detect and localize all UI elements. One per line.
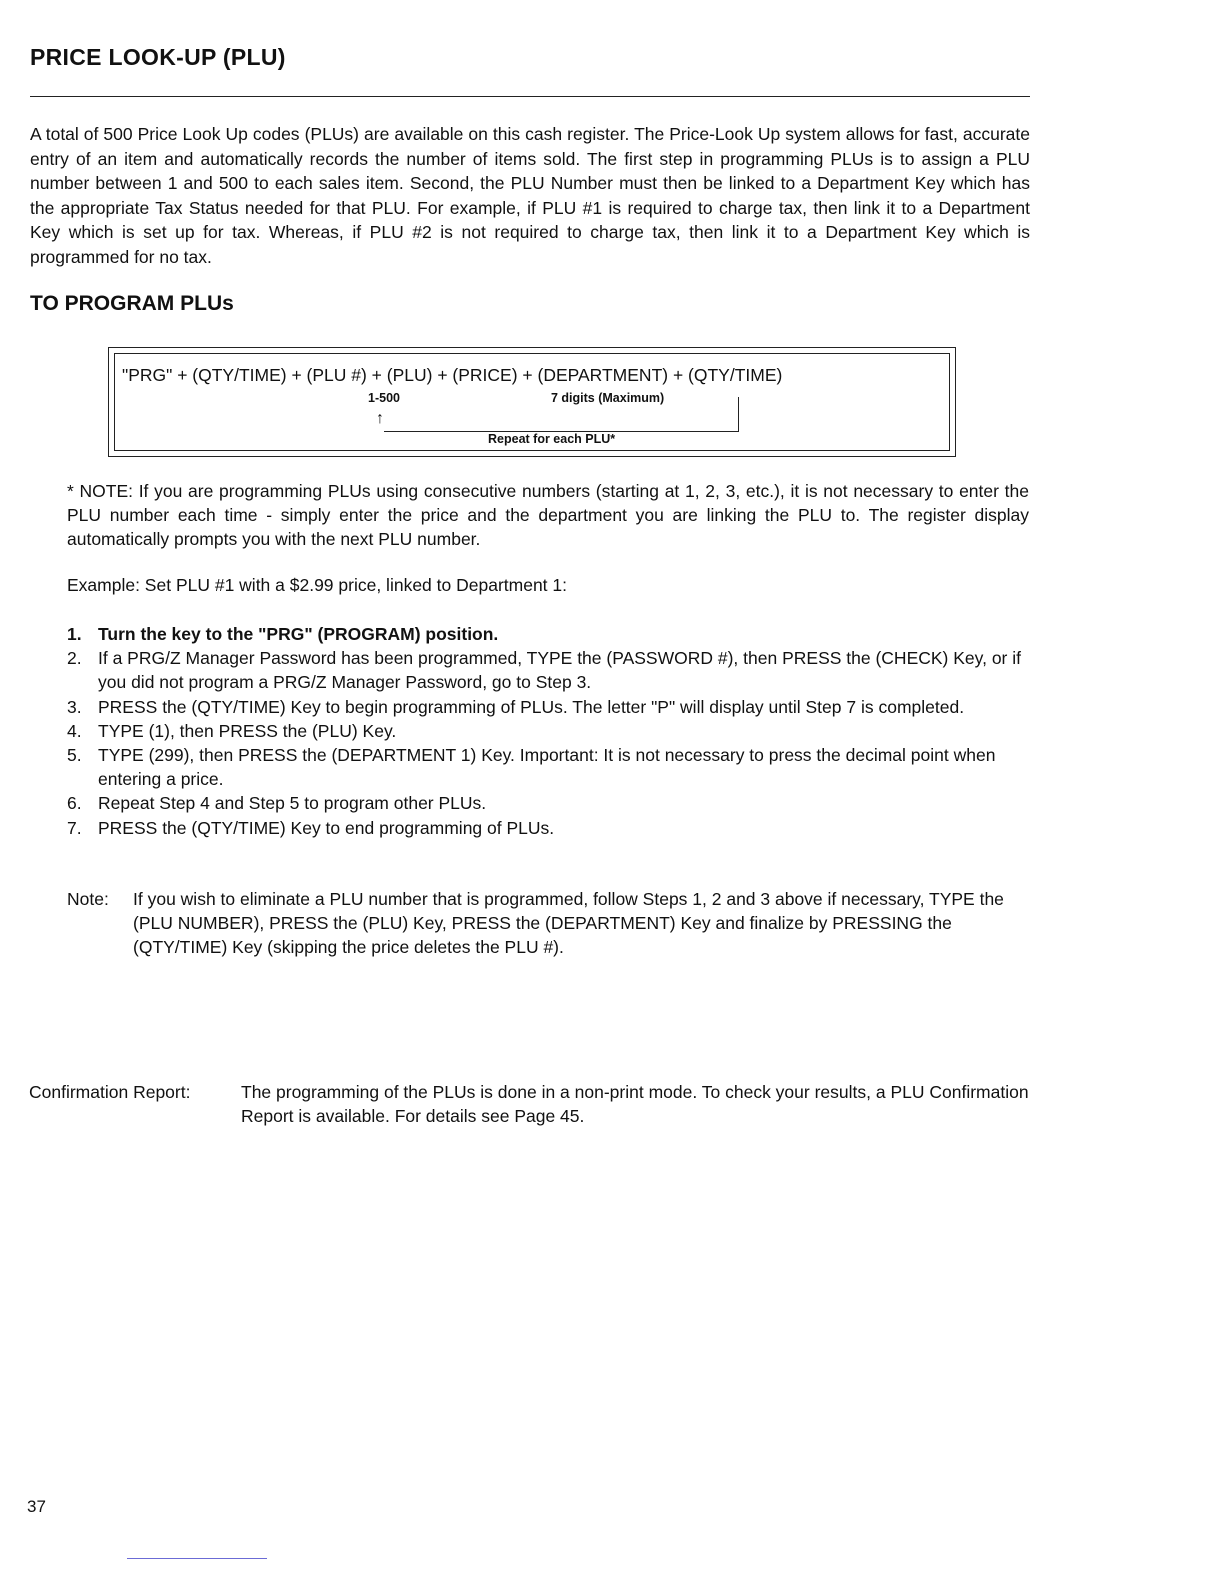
intro-paragraph: A total of 500 Price Look Up codes (PLUs) are available on this cash register. The Price-Look Up system allows for fast, accurate entry of an item and automatically records the number of items sold. The first step in programming PLUs is to assign a PLU number between 1 and 500 to each sales item. Second, the PLU Number must then be linked to a Department Key which has the appropriate Tax Status needed for that PLU. For example, if PLU #1 is required to charge tax, then link it to a Department Key which is set up for tax. Whereas, if PLU #2 is not required to charge tax, then link it to a Department Key which is programmed for no tax. — [30, 124, 1030, 267]
confirmation-text: The programming of the PLUs is done in a non-print mode. To check your results, a PLU Confirmation Report is available. For details see Page 45. — [241, 1082, 1029, 1127]
list-item — [67, 743, 1029, 791]
up-arrow-icon: ↑ — [376, 410, 384, 427]
step-number: 2. — [67, 648, 82, 669]
list-item — [67, 719, 1029, 743]
step-number: 3. — [67, 696, 82, 717]
delete-plu-note — [67, 887, 1029, 960]
step-number: 7. — [67, 817, 82, 838]
step-text: TYPE (299), then PRESS the (DEPARTMENT 1) Key. Important: It is not necessary to press the decimal point when entering a price. — [98, 745, 996, 790]
page-number: 37 — [27, 1497, 46, 1516]
example-line: Example: Set PLU #1 with a $2.99 price, linked to Department 1: — [67, 575, 567, 595]
step-number: 5. — [67, 745, 82, 766]
page-title: PRICE LOOK-UP (PLU) — [30, 44, 286, 70]
section-heading: TO PROGRAM PLUs — [30, 292, 234, 315]
list-item — [67, 816, 1029, 840]
footer-rule — [127, 1558, 267, 1559]
step-text: If a PRG/Z Manager Password has been programmed, TYPE the (PASSWORD #), then PRESS the (CHECK) Key, or if you did not program a PRG/Z Manager Password, go to Step 3. — [98, 648, 1021, 693]
confirmation-label: Confirmation Report: — [29, 1082, 191, 1102]
list-item — [67, 622, 1029, 646]
repeat-bracket-right — [738, 397, 739, 431]
list-item — [67, 646, 1029, 694]
list-item — [67, 695, 1029, 719]
step-number: 1. — [67, 624, 82, 644]
consecutive-note: * NOTE: If you are programming PLUs using consecutive numbers (starting at 1, 2, 3, etc.), it is not necessary to enter the PLU number each time - simply enter the price and the department you are linking the PLU to. The register display automatically prompts you with the next PLU number. — [67, 481, 1029, 549]
steps-list — [67, 622, 1029, 840]
key-sequence-formula: "PRG" + (QTY/TIME) + (PLU #) + (PLU) + (PRICE) + (DEPARTMENT) + (QTY/TIME) — [122, 365, 783, 385]
plu-range-note: 1-500 — [368, 391, 400, 405]
step-text: TYPE (1), then PRESS the (PLU) Key. — [98, 720, 397, 741]
title-divider — [30, 96, 1030, 97]
list-item — [67, 791, 1029, 815]
step-text: PRESS the (QTY/TIME) Key to end programming of PLUs. — [98, 817, 555, 838]
step-text: Repeat Step 4 and Step 5 to program other PLUs. — [98, 793, 487, 814]
note-text: If you wish to eliminate a PLU number that is programmed, follow Steps 1, 2 and 3 above if necessary, TYPE the (PLU NUMBER), PRESS the (PLU) Key, PRESS the (DEPARTMENT) Key and finalize by PRESSING the (QTY/TIME) Key (skipping the price deletes the PLU #). — [133, 889, 1004, 958]
price-digits-note: 7 digits (Maximum) — [551, 391, 665, 405]
step-number: 6. — [67, 793, 82, 814]
step-number: 4. — [67, 720, 82, 741]
note-label: Note: — [67, 889, 109, 909]
repeat-label: Repeat for each PLU* — [488, 432, 616, 446]
step-text: Turn the key to the "PRG" (PROGRAM) position. — [98, 624, 499, 644]
step-text: PRESS the (QTY/TIME) Key to begin programming of PLUs. The letter "P" will display until Step 7 is completed. — [98, 696, 965, 717]
confirmation-report — [29, 1080, 1033, 1128]
